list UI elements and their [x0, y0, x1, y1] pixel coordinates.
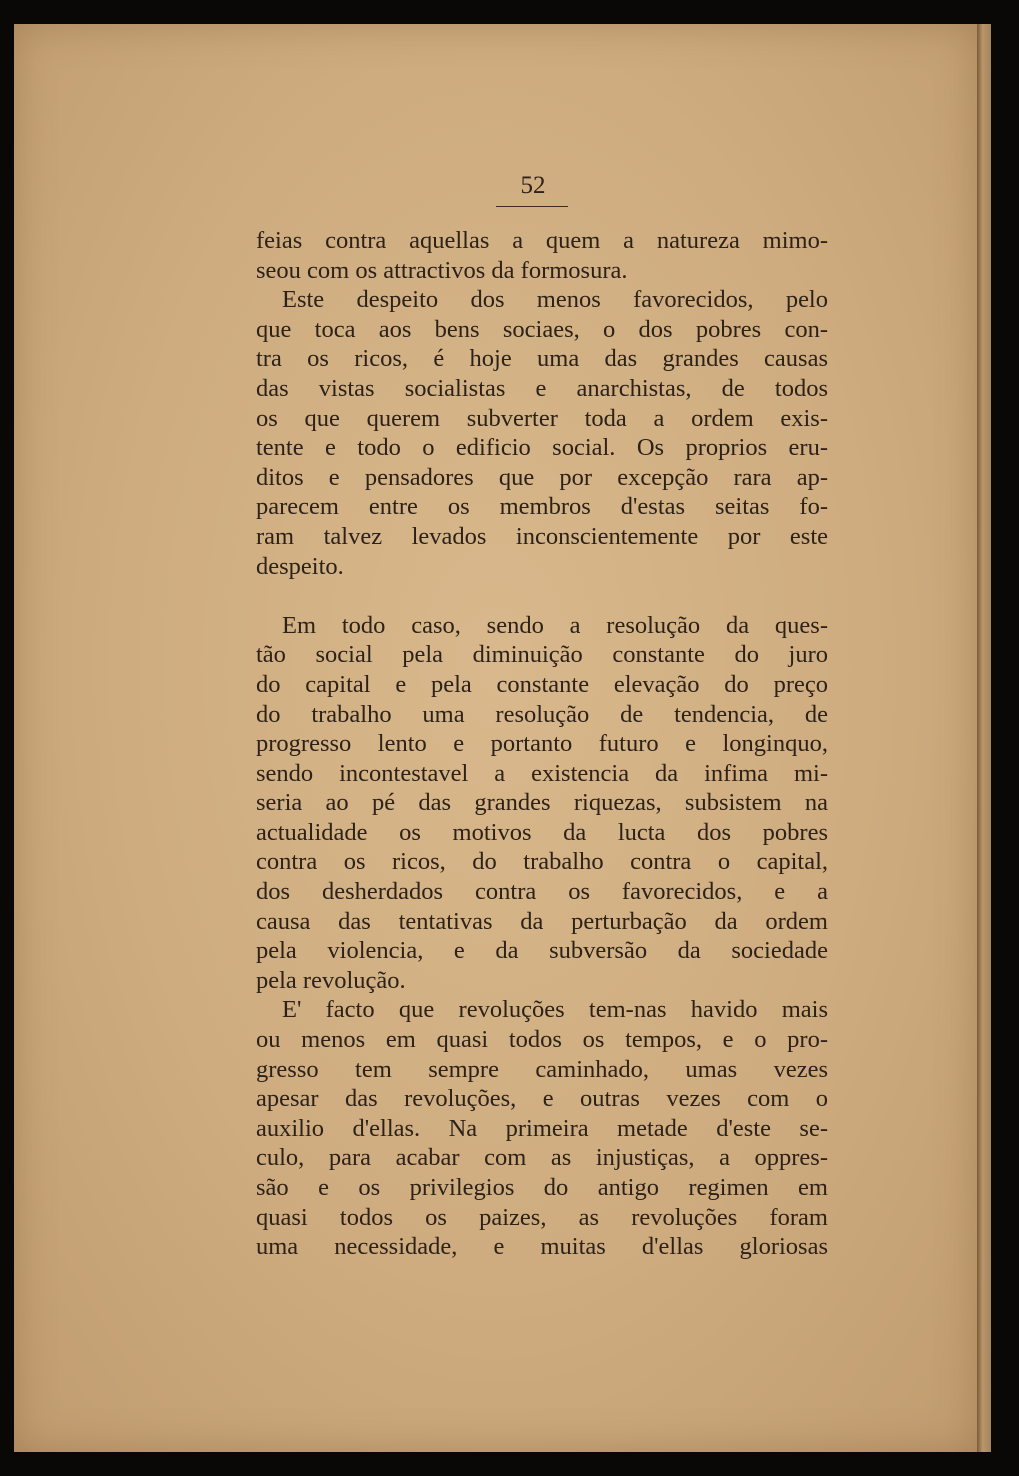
text-line: culo, para acabar com as injustiças, a oppres- [256, 1144, 828, 1172]
text-line: tra os ricos, é hoje uma das grandes causas [256, 345, 828, 373]
text-line: ram talvez levados inconscientemente por este [256, 522, 828, 550]
text-line: auxilio d'ellas. Na primeira metade d'este se- [256, 1114, 828, 1142]
text-line: quasi todos os paizes, as revoluções foram [256, 1203, 828, 1231]
page-number-rule [496, 206, 568, 207]
text-line: uma necessidade, e muitas d'ellas gloriosas [256, 1233, 828, 1261]
text-line: tente e todo o edificio social. Os proprios eru- [256, 434, 828, 462]
text-line: os que querem subverter toda a ordem exis- [256, 404, 828, 432]
text-line: feias contra aquellas a quem a natureza mimo- [256, 227, 828, 254]
text-line: progresso lento e portanto futuro e longinquo, [256, 730, 828, 758]
text-line: pela revolução. [256, 966, 406, 994]
text-line: sendo incontestavel a existencia da infima mi- [256, 759, 828, 787]
text-line: seria ao pé das grandes riquezas, subsistem na [256, 789, 828, 817]
text-line: tão social pela diminuição constante do juro [256, 641, 828, 669]
text-line: das vistas socialistas e anarchistas, de todos [256, 374, 828, 402]
text-line: que toca aos bens sociaes, o dos pobres con- [256, 315, 828, 343]
text-line: apesar das revoluções, e outras vezes com o [256, 1085, 828, 1113]
text-line: do trabalho uma resolução de tendencia, de [256, 700, 828, 728]
text-line: Este despeito dos menos favorecidos, pelo [282, 286, 828, 314]
text-line: pela violencia, e da subversão da sociedade [256, 937, 828, 965]
text-line: parecem entre os membros d'estas seitas fo- [256, 493, 828, 521]
adjacent-page-edge [977, 24, 991, 1452]
page-number: 52 [520, 172, 546, 199]
text-line: contra os ricos, do trabalho contra o capital, [256, 848, 828, 876]
text-line: são e os privilegios do antigo regimen em [256, 1174, 828, 1201]
text-line: seou com os attractivos da formosura. [256, 256, 628, 284]
text-line: do capital e pela constante elevação do preço [256, 670, 828, 698]
text-line: gresso tem sempre caminhado, umas vezes [256, 1055, 828, 1083]
text-line: dos desherdados contra os favorecidos, e a [256, 878, 828, 906]
text-line: Em todo caso, sendo a resolução da ques- [282, 611, 828, 639]
text-line: ditos e pensadores que por excepção rara ap- [256, 463, 828, 491]
body-text [256, 226, 828, 1262]
text-line: ou menos em quasi todos os tempos, e o pro- [256, 1026, 828, 1054]
paragraph-gap [256, 581, 828, 611]
text-line: E' facto que revoluções tem-nas havido mais [282, 996, 828, 1024]
text-line: despeito. [256, 552, 344, 580]
text-line: causa das tentativas da perturbação da ordem [256, 907, 828, 935]
text-line: actualidade os motivos da lucta dos pobres [256, 818, 828, 846]
